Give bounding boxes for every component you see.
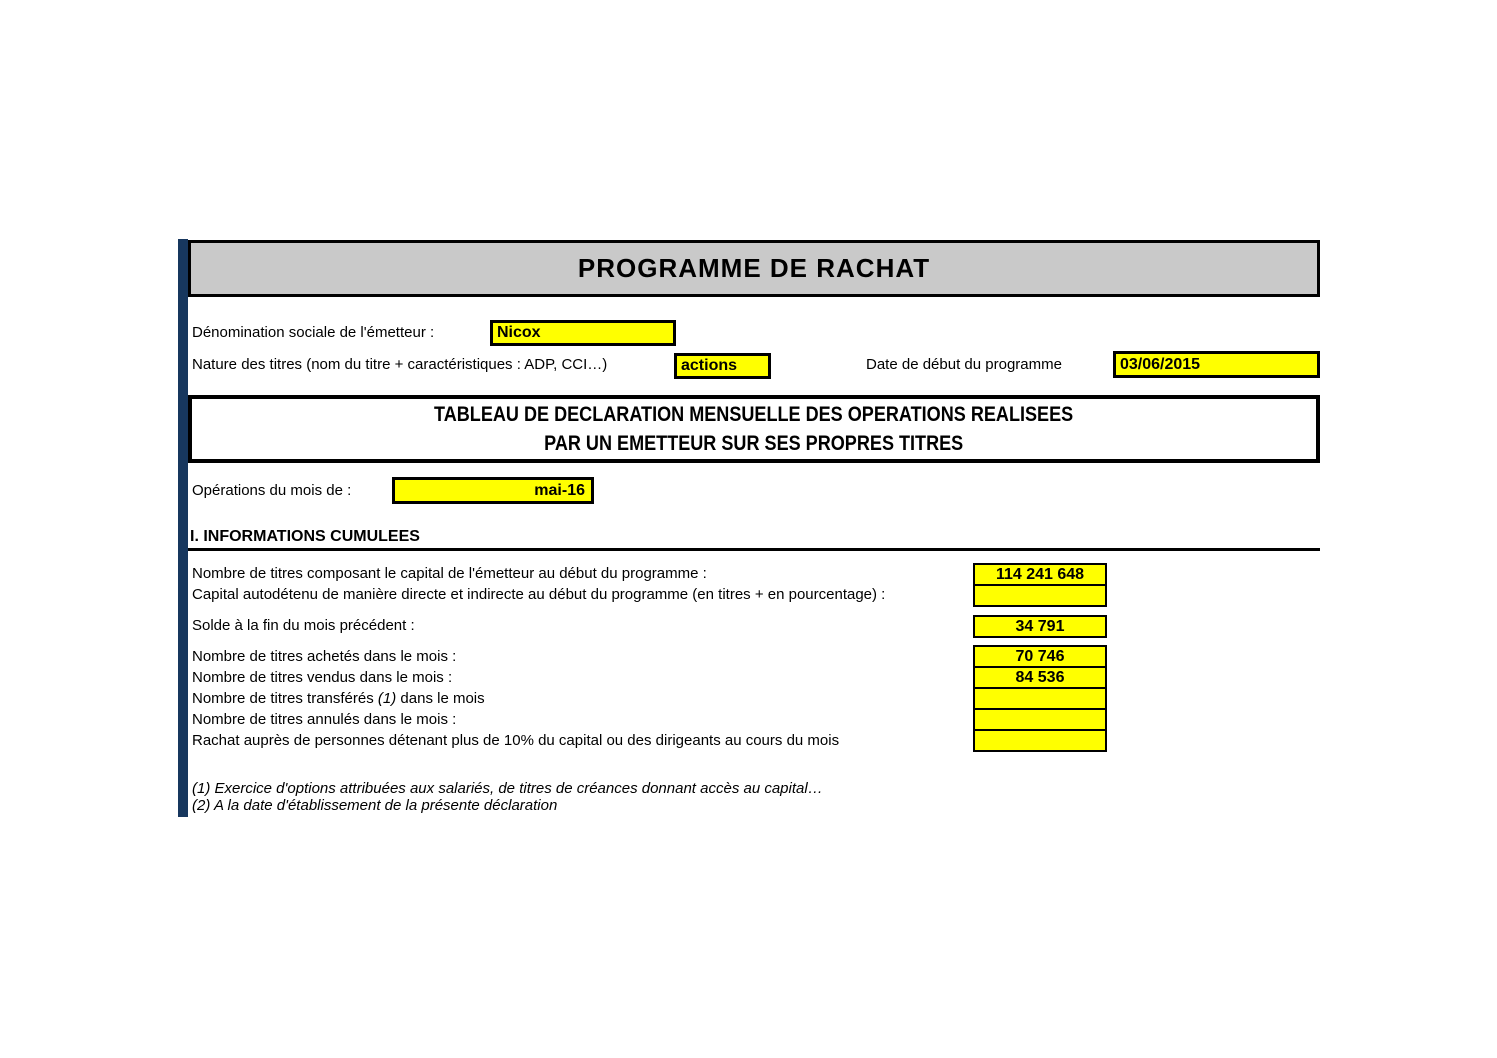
autodetenu-label: Capital autodétenu de manière directe et indirecte au début du programme (en titres + en pourcentage) :: [192, 586, 886, 603]
solde-label: Solde à la fin du mois précédent :: [192, 617, 415, 634]
section-heading: I. INFORMATIONS CUMULEES: [190, 528, 420, 545]
table-header-line1: TABLEAU DE DECLARATION MENSUELLE DES OPERATIONS REALISEES: [434, 402, 1074, 426]
value-group-monthly: [973, 645, 1107, 752]
month-label: Opérations du mois de :: [192, 482, 352, 499]
declaration-table-header: [188, 395, 1320, 463]
footnote-1: (1) Exercice d'options attribuées aux salariés, de titres de créances donnant accès au capital…: [192, 780, 823, 797]
document-title-box: [188, 240, 1320, 297]
value-cell-solde[interactable]: 34 791: [973, 615, 1107, 638]
left-accent-bar: [178, 239, 188, 817]
achetes-label: Nombre de titres achetés dans le mois :: [192, 648, 457, 665]
document-title: PROGRAMME DE RACHAT: [577, 253, 931, 283]
value-cell-annules[interactable]: [973, 708, 1107, 731]
nature-input[interactable]: actions: [674, 353, 771, 379]
table-header-line2: PAR UN EMETTEUR SUR SES PROPRES TITRES: [544, 431, 964, 455]
value-cell-achetes[interactable]: 70 746: [973, 645, 1107, 668]
value-group-capital: [973, 563, 1107, 607]
nature-label: Nature des titres (nom du titre + caractéristiques : ADP, CCI…): [192, 356, 608, 373]
value-cell-capital[interactable]: 114 241 648: [973, 563, 1107, 586]
month-input[interactable]: mai-16: [392, 477, 594, 504]
footnote-2: (2) A la date d'établissement de la présente déclaration: [192, 797, 558, 814]
value-cell-vendus[interactable]: 84 536: [973, 666, 1107, 689]
vendus-label: Nombre de titres vendus dans le mois :: [192, 669, 453, 686]
section-rule: [188, 548, 1320, 551]
rachat-label: Rachat auprès de personnes détenant plus de 10% du capital ou des dirigeants au cours du mois: [192, 732, 840, 749]
capital-label: Nombre de titres composant le capital de l'émetteur au début du programme :: [192, 565, 707, 582]
value-group-solde: [973, 615, 1107, 638]
transferes-label: Nombre de titres transférés (1) dans le mois: [192, 690, 485, 707]
annules-label: Nombre de titres annulés dans le mois :: [192, 711, 457, 728]
start-date-input[interactable]: 03/06/2015: [1113, 351, 1320, 378]
value-cell-rachat[interactable]: [973, 729, 1107, 752]
value-cell-transferes[interactable]: [973, 687, 1107, 710]
start-date-label: Date de début du programme: [866, 356, 1062, 373]
denomination-input[interactable]: Nicox: [490, 320, 676, 346]
value-cell-autodetenu[interactable]: [973, 584, 1107, 607]
denomination-label: Dénomination sociale de l'émetteur :: [192, 324, 435, 341]
